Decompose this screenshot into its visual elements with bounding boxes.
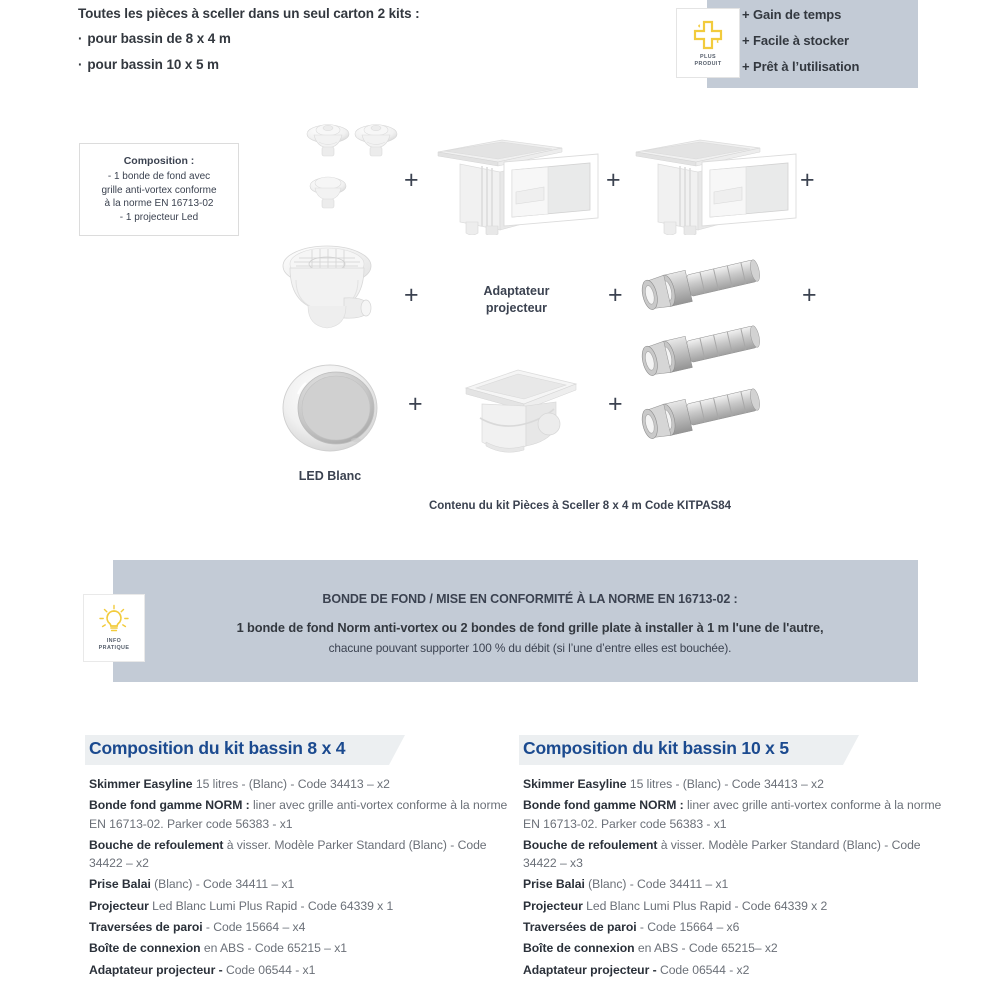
benefit-item: + Prêt à l’utilisation [742, 59, 860, 74]
kit-item-name: Prise Balai [89, 877, 151, 892]
kit-list-item [523, 796, 943, 833]
led-blanc-caption: LED Blanc [298, 469, 362, 483]
kit-item-name: Adaptateur projecteur - [523, 962, 657, 977]
info-banner-line-2: chacune pouvant supporter 100 % du débit (si l’une d’entre elles est bouchée). [328, 641, 732, 655]
header-bullet-label: pour bassin 10 x 5 m [87, 57, 219, 72]
kit-list-item [89, 939, 509, 957]
kit-list-item [523, 961, 943, 979]
composition-callout-box [79, 143, 239, 236]
kit-list-item [89, 961, 509, 979]
boite-de-connexion-image [452, 362, 587, 457]
info-pratique-badge-label [99, 638, 130, 653]
info-banner-title: BONDE DE FOND / MISE EN CONFORMITÉ À LA NORME EN 16713-02 : [322, 592, 738, 606]
info-badge-line-1: INFO [106, 637, 122, 644]
kit-item-name: Skimmer Easyline [523, 777, 627, 791]
header-bullet-label: pour bassin de 8 x 4 m [87, 31, 231, 46]
composition-box-line: à la norme EN 16713-02 [104, 198, 214, 209]
skimmer-easyline-image [430, 130, 610, 235]
kit-item-name: Projecteur [89, 898, 149, 913]
plus-sign-3: + [800, 166, 815, 194]
kit-item-name: Boîte de connexion [523, 941, 635, 956]
kit-title-banner [89, 735, 509, 769]
refoulement-nozzle-image [300, 118, 410, 223]
header-benefits-list [742, 7, 942, 85]
plus-sign-4: + [404, 281, 419, 309]
kit-item-detail: Code 06544 - x2 [656, 962, 750, 977]
kit-column-8x4 [89, 735, 509, 982]
adaptateur-caption-line-1: Adaptateur [483, 284, 550, 298]
adaptateur-projecteur-caption [444, 283, 589, 317]
header-lead-text: Toutes les pièces à sceller dans un seul carton 2 kits : [78, 6, 420, 21]
info-badge-line-2: PRATIQUE [98, 645, 130, 651]
composition-box-title: Composition : [123, 155, 195, 167]
kit-list-item [523, 836, 943, 873]
kit-item-detail: à visser. Modèle Parker Standard (Blanc) - Code 34422 – x3 [523, 837, 921, 871]
kit-item-detail: liner avec grille anti-vortex conforme à la norme EN 16713-02. Parker code 56383 - x1 [89, 798, 508, 831]
kit-item-detail: (Blanc) - Code 34411 – x1 [584, 877, 729, 892]
kit-item-detail: 15 litres - (Blanc) - Code 34413 – x2 [626, 777, 824, 791]
plus-cross-icon [691, 18, 725, 52]
kit-item-name: Skimmer Easyline [89, 777, 193, 791]
kit-list-item [523, 775, 943, 793]
composition-box-line: - 1 projecteur Led [119, 211, 199, 223]
traversee-de-paroi-image [637, 385, 797, 445]
kit-column-10x5 [523, 735, 943, 982]
lightbulb-icon [97, 604, 131, 636]
bullet-dot-icon: · [78, 57, 83, 72]
kit-item-detail: en ABS - Code 65215 – x1 [200, 941, 347, 956]
plus-sign-8: + [608, 390, 623, 418]
composition-box-line: - 1 bonde de fond avec [107, 171, 211, 182]
plus-sign-5: + [608, 281, 623, 309]
traversee-de-paroi-image [637, 322, 797, 382]
kit-item-detail: Led Blanc Lumi Plus Rapid - Code 64339 x 2 [582, 898, 828, 913]
kit-list-item [523, 918, 943, 936]
plus-sign-6: + [802, 281, 817, 309]
benefit-item: + Gain de temps [742, 7, 842, 22]
kit-item-name: Bonde fond gamme NORM : [523, 798, 684, 813]
traversee-de-paroi-image [637, 256, 797, 316]
composition-box-line: grille anti-vortex conforme [101, 184, 217, 196]
kit-list-item [89, 875, 509, 893]
bullet-dot-icon: · [78, 31, 83, 46]
kit-item-detail: - Code 15664 – x4 [202, 920, 306, 935]
kit-item-name: Projecteur [523, 898, 583, 913]
kit-item-name: Traversées de paroi [89, 920, 203, 935]
kit-item-name: Traversées de paroi [523, 920, 637, 935]
plus-sign-7: + [408, 390, 423, 418]
kit-item-name: Boîte de connexion [89, 941, 201, 956]
kit-item-detail: liner avec grille anti-vortex conforme à la norme EN 16713-02. Parker code 56383 - x1 [523, 798, 942, 831]
kit-item-detail: en ABS - Code 65215– x2 [634, 941, 778, 956]
kit-list-item [89, 836, 509, 873]
kit-item-detail: 15 litres - (Blanc) - Code 34413 – x2 [192, 777, 390, 791]
kit-item-list [523, 775, 943, 979]
header-bullet-item [78, 31, 638, 46]
skimmer-easyline-image [628, 130, 808, 235]
kit-item-name: Bouche de refoulement [89, 837, 224, 852]
kit-item-detail: (Blanc) - Code 34411 – x1 [150, 877, 295, 892]
kit-list-item [89, 918, 509, 936]
kit-title-banner [523, 735, 943, 769]
header-intro-text [78, 6, 638, 83]
kit-item-detail: Code 06544 - x1 [222, 962, 316, 977]
led-blanc-projector-image [278, 358, 388, 458]
kit-item-name: Adaptateur projecteur - [89, 962, 223, 977]
kit-list-item [523, 875, 943, 893]
kit-item-name: Bonde fond gamme NORM : [89, 798, 250, 813]
kit-item-list [89, 775, 509, 979]
kit-item-detail: à visser. Modèle Parker Standard (Blanc) - Code 34422 – x2 [89, 837, 487, 871]
kit-list-item [89, 775, 509, 793]
plus-sign-1: + [404, 166, 419, 194]
kit-list-item [523, 897, 943, 915]
kit-title-label: Composition du kit bassin 8 x 4 [89, 738, 346, 758]
kit-item-detail: - Code 15664 – x6 [636, 920, 740, 935]
plus-produit-badge-label [694, 54, 721, 69]
badge-line-2: PRODUIT [694, 61, 722, 67]
kit-list-item [523, 939, 943, 957]
info-pratique-badge [83, 594, 145, 662]
bonde-de-fond-image [272, 240, 382, 345]
plus-sign-2: + [606, 166, 621, 194]
kit-title-label: Composition du kit bassin 10 x 5 [523, 738, 789, 758]
kit-item-name: Prise Balai [523, 877, 585, 892]
header-bullet-item [78, 57, 638, 72]
kit-item-name: Bouche de refoulement [523, 837, 658, 852]
kit-content-caption: Contenu du kit Pièces à Sceller 8 x 4 m Code KITPAS84 [428, 500, 732, 512]
info-banner-line-1: 1 bonde de fond Norm anti-vortex ou 2 bondes de fond grille plate à installer à 1 m l'une de l'autre, [236, 620, 824, 635]
kit-list-item [89, 796, 509, 833]
adaptateur-caption-line-2: projecteur [485, 300, 548, 315]
kit-item-detail: Led Blanc Lumi Plus Rapid - Code 64339 x 1 [148, 898, 394, 913]
plus-produit-badge [676, 8, 740, 78]
badge-line-1: PLUS [700, 53, 716, 60]
kit-list-item [89, 897, 509, 915]
benefit-item: + Facile à stocker [742, 33, 849, 48]
info-banner-text [180, 592, 880, 655]
